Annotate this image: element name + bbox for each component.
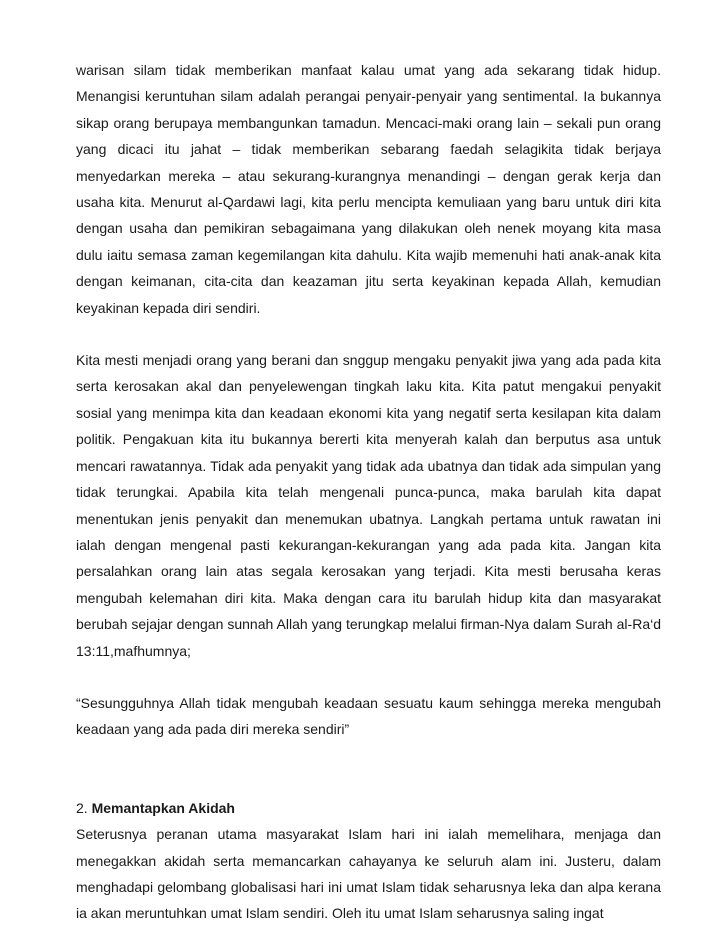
heading-number: 2. — [76, 799, 88, 816]
section-heading — [76, 795, 661, 821]
document-page — [76, 57, 661, 927]
paragraph-3: Seterusnya peranan utama masyarakat Islam hari ini ialah memelihara, menjaga dan menegakkan akidah serta memancarkan cahayanya ke seluruh alam ini. Justeru, dalam menghadapi gelombang globalisasi hari ini umat Islam tidak seharusnya leka dan alpa kerana ia akan meruntuhkan umat Islam sendiri. Oleh itu umat Islam seharusnya saling ingat — [76, 826, 661, 922]
spacer — [76, 321, 661, 347]
paragraph-1: warisan silam tidak memberikan manfaat kalau umat yang ada sekarang tidak hidup. Menangisi keruntuhan silam adalah perangai penyair-penyair yang sentimental. Ia bukannya sikap orang berupaya membangunkan tamadun. Mencaci-maki orang lain – sekali pun orang yang dicaci itu jahat – tidak memberikan sebarang faedah selagikita tidak berjaya menyedarkan mereka – atau sekurang-kurangnya menandingi – dengan gerak kerja dan usaha kita. Menurut al-Qardawi lagi, kita perlu mencipta kemuliaan yang baru untuk diri kita dengan usaha dan pemikiran sebagaimana yang dilakukan oleh nenek moyang kita masa dulu iaitu semasa zaman kegemilangan kita dahulu. Kita wajib memenuhi hati anak-anak kita dengan keimanan, cita-cita dan keazaman jitu serta keyakinan kepada Allah, kemudian keyakinan kepada diri sendiri. — [76, 62, 661, 316]
spacer — [76, 664, 661, 690]
paragraph-2: Kita mesti menjadi orang yang berani dan snggup mengaku penyakit jiwa yang ada pada kita serta kerosakan akal dan penyelewengan tingkah laku kita. Kita patut mengakui penyakit sosial yang menimpa kita dan keadaan ekonomi kita yang negatif serta kesilapan kita dalam politik. Pengakuan kita itu bukannya bererti kita menyerah kalah dan berputus asa untuk mencari rawatannya. Tidak ada penyakit yang tidak ada ubatnya dan tidak ada simpulan yang tidak terungkai. Apabila kita telah mengenali punca-punca, maka barulah kita dapat menentukan jenis penyakit dan menemukan ubatnya. Langkah pertama untuk rawatan ini ialah dengan mengenal pasti kekurangan-kekurangan yang ada pada kita. Jangan kita persalahkan orang lain atas segala kerosakan yang terjadi. Kita mesti berusaha keras mengubah kelemahan diri kita. Maka dengan cara itu barulah hidup kita dan masyarakat berubah sejajar dengan sunnah Allah yang terungkap melalui firman-Nya dalam Surah al-Ra‘d 13:11,mafhumnya; — [76, 352, 661, 659]
heading-title: Memantapkan Akidah — [91, 799, 235, 816]
quote-paragraph: “Sesungguhnya Allah tidak mengubah keadaan sesuatu kaum sehingga mereka mengubah keadaan yang ada pada diri mereka sendiri” — [76, 694, 661, 738]
spacer — [76, 743, 661, 795]
